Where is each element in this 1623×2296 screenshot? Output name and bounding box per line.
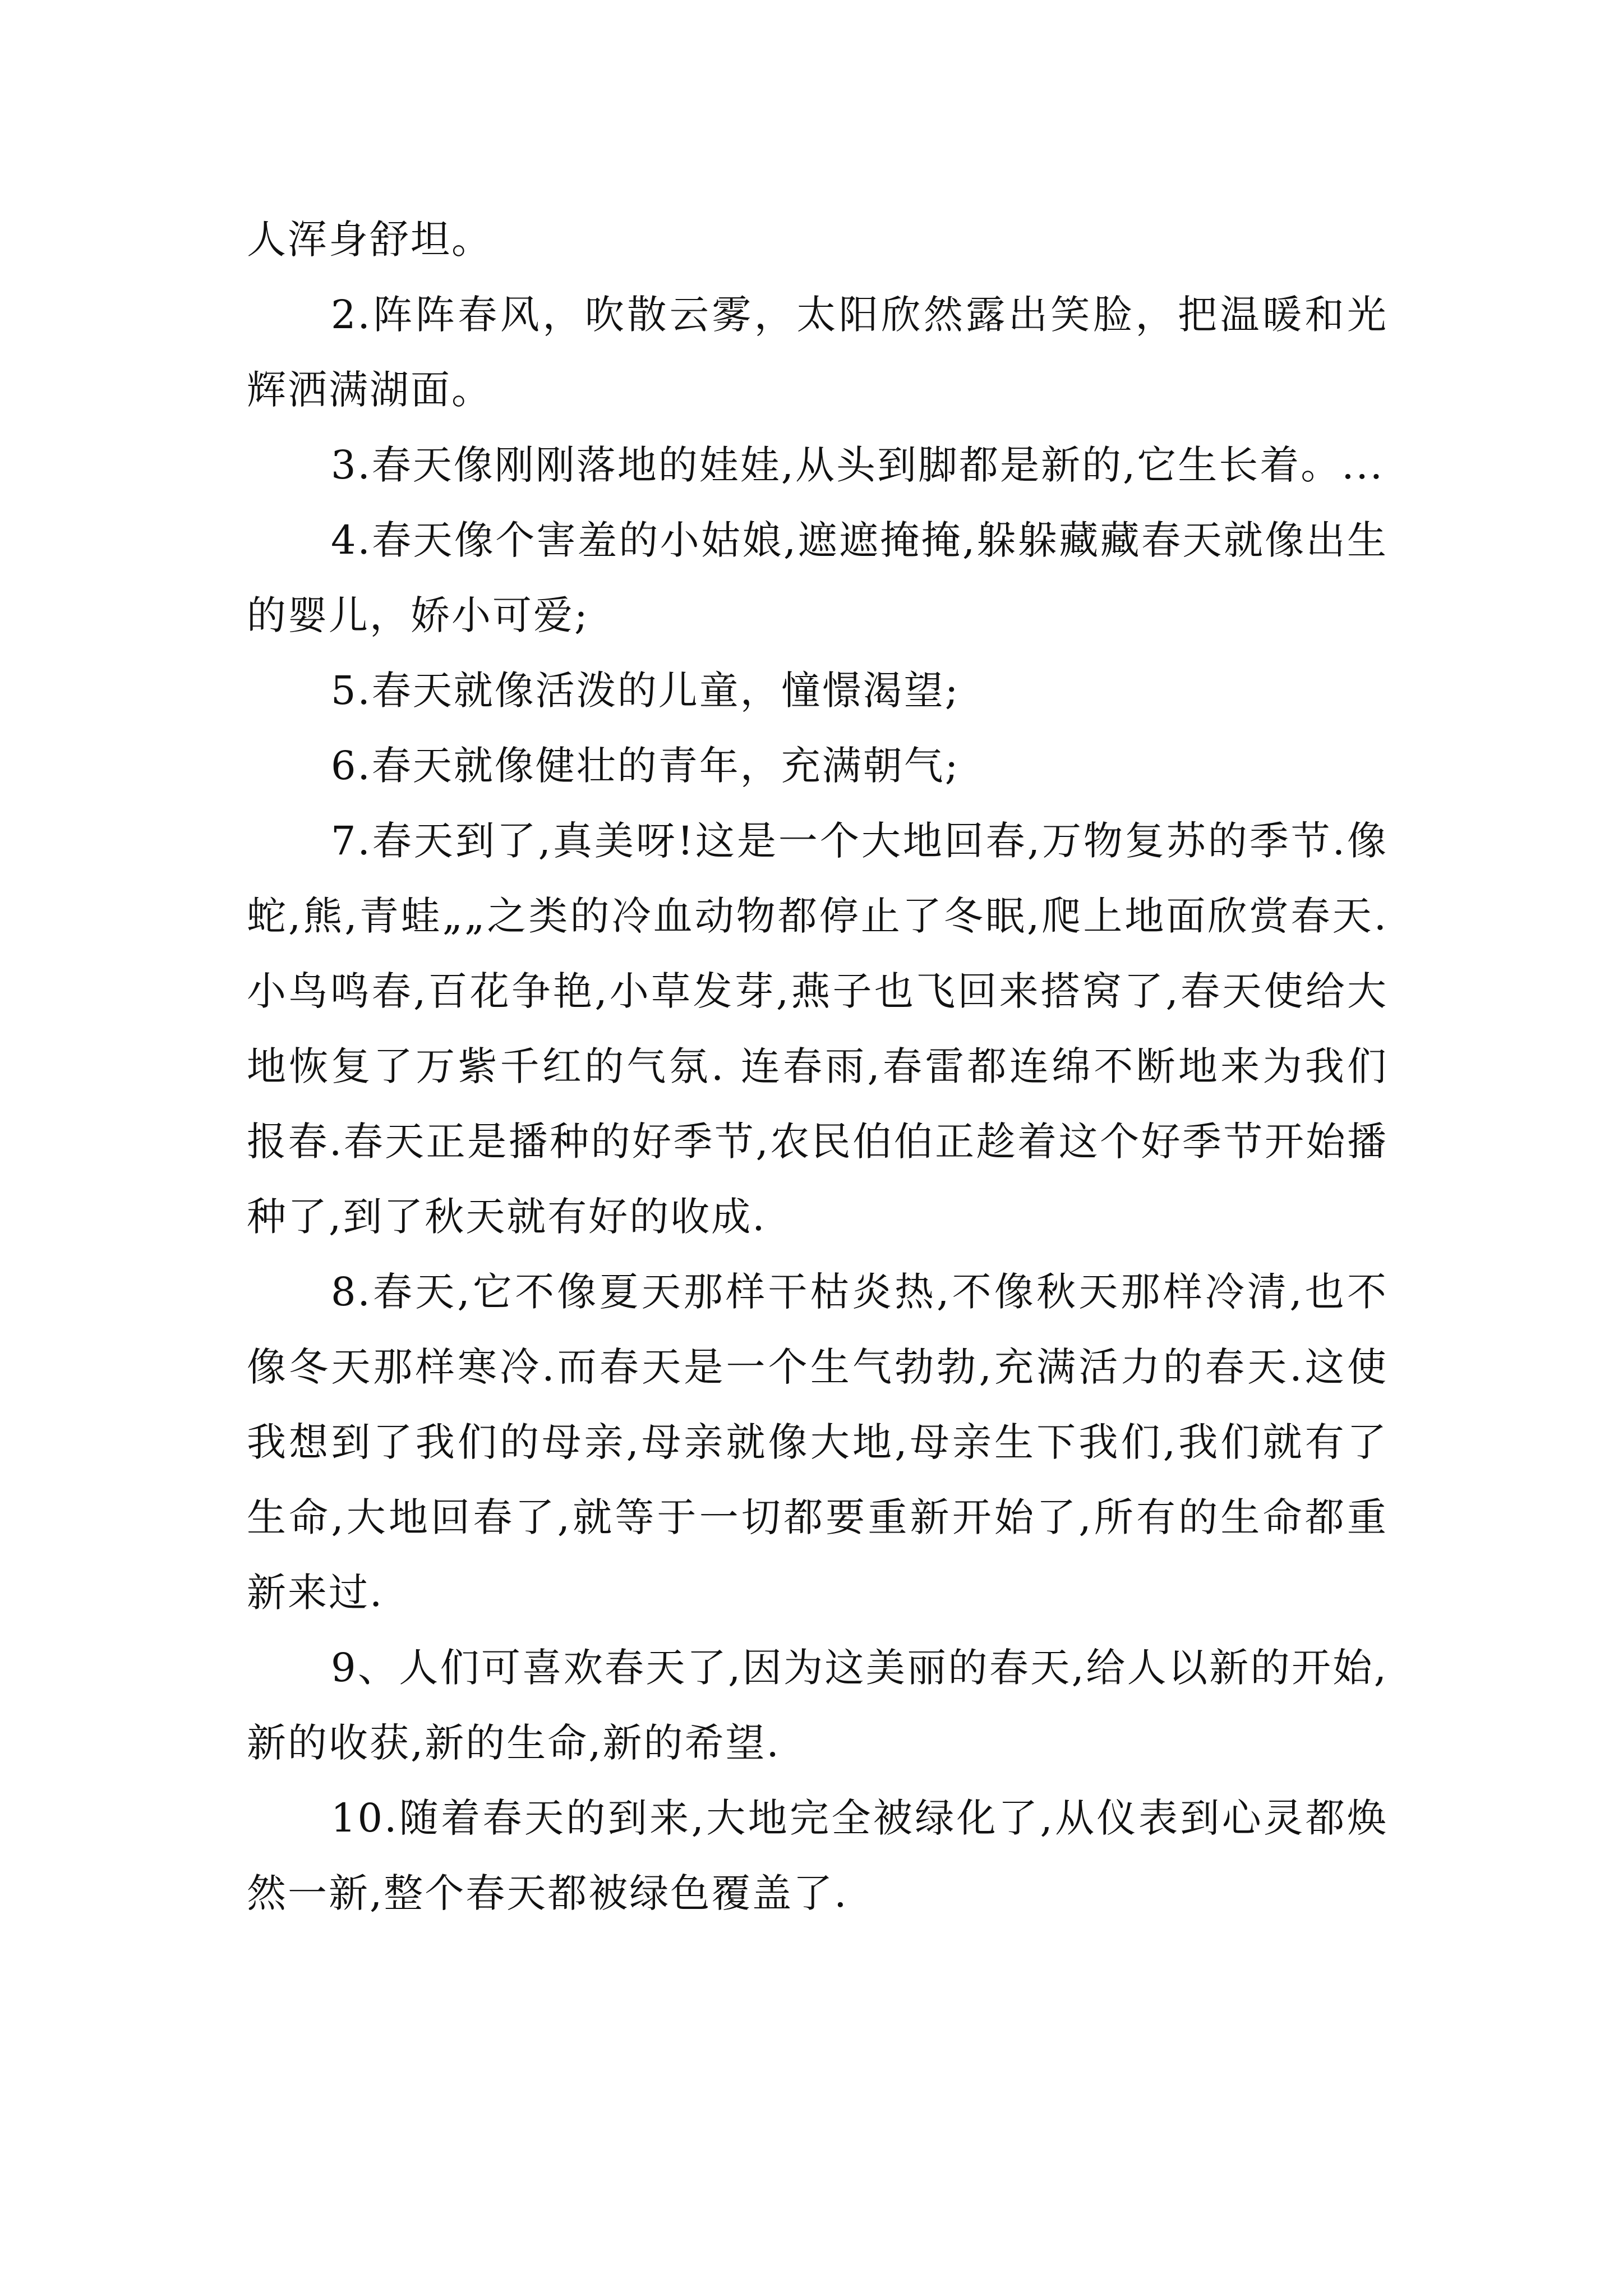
paragraph-6: 6.春天就像健壮的青年，充满朝气; [331,743,960,789]
body-text [247,202,1388,1931]
paragraph-1: 人浑身舒坦。 [247,217,492,263]
paragraph-4: 4.春天像个害羞的小姑娘,遮遮掩掩,躲躲藏藏春天就像出生的婴儿，娇小可爱; [247,517,1388,638]
paragraph-10: 10.随着春天的到来,大地完全被绿化了,从仪表到心灵都焕然一新,整个春天都被绿色覆盖了. [247,1795,1388,1916]
paragraph-3: 3.春天像刚刚落地的娃娃,从头到脚都是新的,它生长着。... [331,442,1385,488]
paragraph-8: 8.春天,它不像夏天那样干枯炎热,不像秋天那样冷清,也不像冬天那样寒冷.而春天是一个生气勃勃,充满活力的春天.这使我想到了我们的母亲,母亲就像大地,母亲生下我们,我们就有了生命,大地回春了,就等于一切都要重新开始了,所有的生命都重新来过. [247,1269,1388,1616]
paragraph-9: 9、人们可喜欢春天了,因为这美丽的春天,给人以新的开始,新的收获,新的生命,新的希望. [247,1645,1388,1766]
paragraph-2: 2.阵阵春风，吹散云雾，太阳欣然露出笑脸，把温暖和光辉洒满湖面。 [247,292,1388,413]
paragraph-7: 7.春天到了,真美呀!这是一个大地回春,万物复苏的季节.像蛇,熊,青蛙„„之类的冷血动物都停止了冬眠,爬上地面欣赏春天.小鸟鸣春,百花争艳,小草发芽,燕子也飞回来搭窝了,春天使给大地恢复了万紫千红的气氛. 连春雨,春雷都连绵不断地来为我们报春.春天正是播种的好季节,农民伯伯正趁着这个好季节开始播种了,到了秋天就有好的收成. [247,818,1388,1240]
paragraph-5: 5.春天就像活泼的儿童，憧憬渴望; [331,668,960,714]
